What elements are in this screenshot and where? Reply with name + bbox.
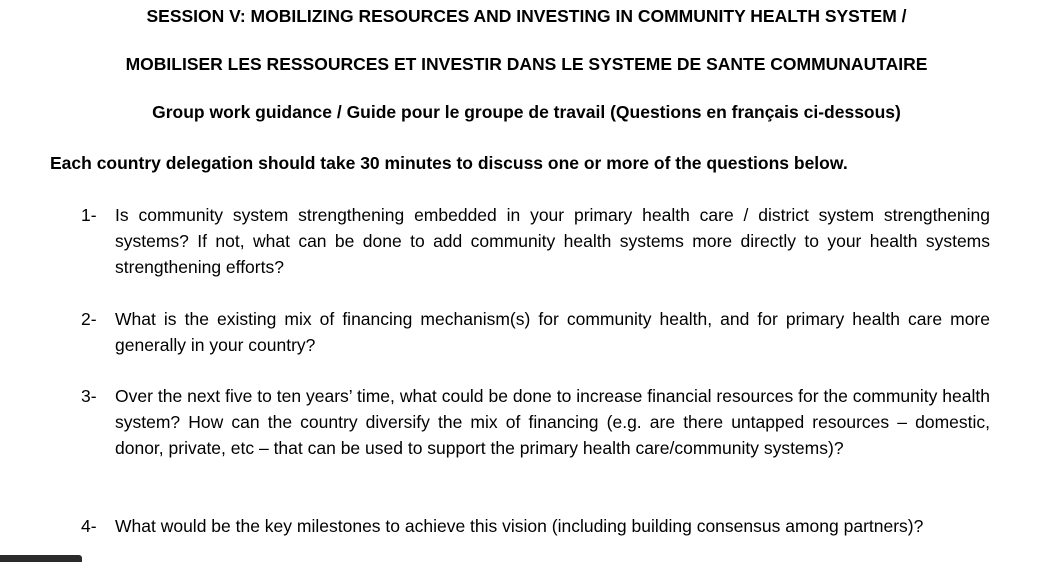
question-text: What is the existing mix of financing mechanism(s) for community health, and for primary health care more generally in your country?: [115, 309, 990, 355]
question-text: Over the next five to ten years’ time, what could be done to increase financial resources for the community health system? How can the country diversify the mix of financing (e.g. are there untapped resources – domestic, donor, private, etc – that can be used to support the primary health care/community systems)?: [115, 386, 990, 458]
session-title-french: MOBILISER LES RESSOURCES ET INVESTIR DANS LE SYSTEME DE SANTE COMMUNAUTAIRE: [125, 54, 928, 74]
intro-instruction: Each country delegation should take 30 minutes to discuss one or more of the questions below.: [50, 153, 848, 173]
question-text: Is community system strengthening embedded in your primary health care / district system strengthening systems? If not, what can be done to add community health systems more directly to your health systems strengthening efforts?: [115, 205, 990, 277]
question-number: 4-: [81, 516, 97, 536]
group-work-subtitle: Group work guidance / Guide pour le groupe de travail (Questions en français ci-dessous): [152, 102, 901, 122]
question-number: 2-: [81, 309, 97, 329]
session-title-english: SESSION V: MOBILIZING RESOURCES AND INVESTING IN COMMUNITY HEALTH SYSTEM /: [146, 6, 907, 26]
viewer-status-strip: [0, 555, 82, 562]
question-number: 1-: [81, 205, 97, 225]
question-number: 3-: [81, 386, 97, 406]
question-text: What would be the key milestones to achieve this vision (including building consensus among partners)?: [115, 516, 924, 536]
